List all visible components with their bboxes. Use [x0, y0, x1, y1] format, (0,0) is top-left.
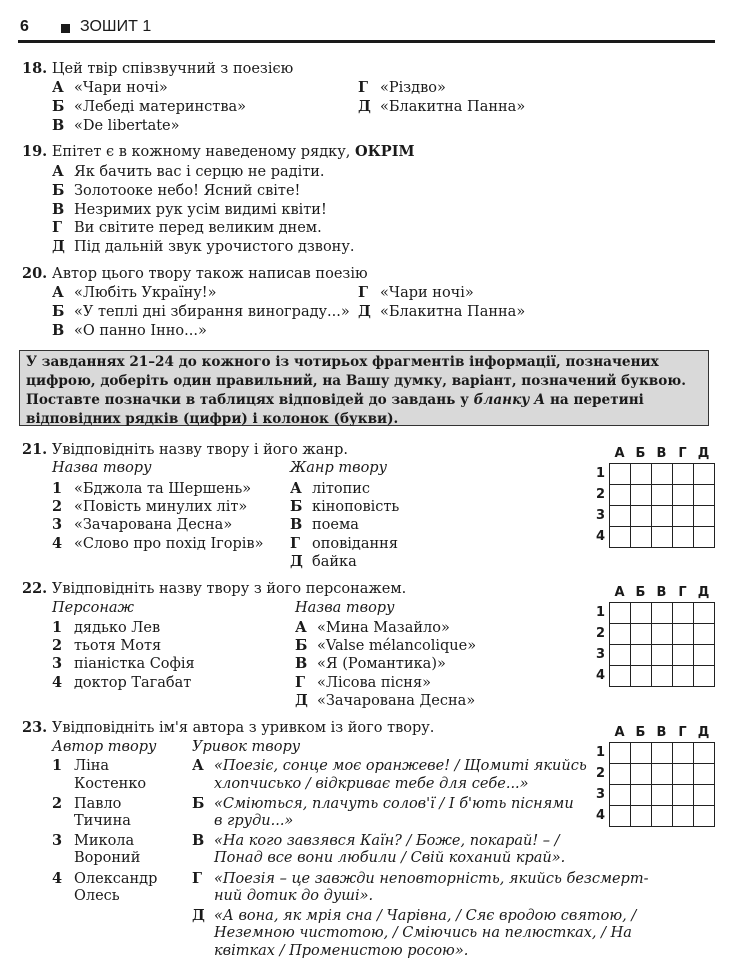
question-20: 20. Автор цього твору також написав поезію	[22, 265, 368, 282]
excerpt-v: В «На кого завзявся Каїн? / Боже, покарай! – /	[192, 832, 560, 849]
grid-col-label: Б	[635, 725, 646, 740]
match-right-g: Г оповідання	[290, 535, 398, 552]
excerpt-d-cont: Неземною чистотою, / Сміючись на пелюстках, / На	[214, 925, 632, 941]
grid-row-label: 1	[596, 745, 606, 760]
answer-grid-22	[592, 585, 722, 695]
option-g: Г «Чари ночі»	[358, 284, 474, 301]
grid-cells[interactable]	[609, 602, 715, 687]
column-header-author: Автор твору	[52, 739, 157, 755]
match-left-1: 1 «Бджола та Шершень»	[52, 480, 252, 497]
grid-row-label: 3	[596, 787, 606, 802]
author-1-surname: Костенко	[74, 776, 147, 792]
grid-col-label: А	[614, 585, 625, 600]
excerpt-v-cont: Понад все вони любили / Свій коханий край».	[214, 850, 566, 866]
excerpt-d: Д «А вона, як мрія сна / Чарівна, / Сяє вродою святою, /	[192, 907, 637, 924]
grid-col-label: Г	[678, 446, 687, 461]
match-right-d: Д байка	[290, 553, 357, 570]
match-right-a: А «Мина Мазайло»	[295, 619, 450, 636]
column-header-title: Назва твору	[295, 600, 395, 616]
grid-col-label: Б	[635, 446, 646, 461]
author-2-surname: Тичина	[74, 813, 131, 829]
page-number: 6	[20, 18, 29, 35]
question-23: 23. Увідповідніть ім'я автора з уривком із його твору.	[22, 719, 435, 736]
match-right-g: Г «Лісова пісня»	[295, 674, 431, 691]
match-left-1: 1 дядько Лев	[52, 619, 161, 636]
excerpt-a-cont: хлопчисько / відкриває тебе для себе...»	[214, 776, 529, 792]
grid-col-label: Д	[697, 446, 710, 461]
grid-row-label: 2	[596, 766, 606, 781]
match-left-4: 4 «Слово про похід Ігорів»	[52, 535, 264, 552]
notebook-title: ЗОШИТ 1	[80, 18, 152, 35]
grid-cells[interactable]	[609, 742, 715, 827]
grid-row-label: 4	[596, 529, 606, 544]
square-bullet-icon	[61, 24, 70, 33]
header-rule	[18, 40, 715, 43]
question-21: 21. Увідповідніть назву твору і його жанр.	[22, 441, 348, 458]
grid-col-label: В	[656, 446, 667, 461]
question-19: 19. Епітет є в кожному наведеному рядку, ОКРІМ	[22, 143, 415, 160]
grid-col-label: А	[614, 446, 625, 461]
column-header-character: Персонаж	[52, 600, 135, 616]
grid-col-label: А	[614, 725, 625, 740]
grid-col-label: Г	[678, 585, 687, 600]
column-header-genre: Жанр твору	[290, 460, 387, 476]
match-right-b: Б «Valse mélancolique»	[295, 637, 477, 654]
option-b: Б «Лебеді материнства»	[52, 98, 246, 115]
grid-col-label: В	[656, 725, 667, 740]
option-a: А «Любіть Україну!»	[52, 284, 217, 301]
option-a: А «Чари ночі»	[52, 79, 168, 96]
excerpt-b: Б «Сміються, плачуть солов'ї / І б'ють піснями	[192, 795, 574, 812]
match-right-v: В «Я (Романтика)»	[295, 655, 446, 672]
question-text: Цей твір співзвучний з поезією	[51, 61, 294, 77]
column-header-excerpt: Уривок твору	[192, 739, 301, 755]
author-3-surname: Вороний	[74, 850, 141, 866]
option-b: Б Золотооке небо! Ясний світе!	[52, 182, 301, 199]
grid-row-label: 2	[596, 487, 606, 502]
grid-col-label: Б	[635, 585, 646, 600]
option-d: Д Під дальній звук урочистого дзвону.	[52, 238, 355, 255]
match-left-4: 4 доктор Тагабат	[52, 674, 192, 691]
option-d: Д «Блакитна Панна»	[358, 303, 526, 320]
option-v: В Незримих рук усім видимі квіти!	[52, 201, 327, 218]
question-number: 18.	[22, 60, 48, 77]
grid-row-label: 4	[596, 808, 606, 823]
excerpt-d-cont-2: квітках / Променистою росою».	[214, 943, 469, 959]
author-4-surname: Олесь	[74, 888, 120, 904]
instruction-box: У завданнях 21–24 до кожного із чотирьох фрагментів інформації, позначених цифрою, доберіть один правильний, на Вашу думку, варіант, позначений буквою. Поставте позначки в таблицях відповідей до завдань у бланку А на перетині відповідних рядків (цифри) і колонок (букви).	[19, 350, 709, 426]
excerpt-g: Г «Поезія – це завжди неповторність, якийсь безсмерт-	[192, 870, 649, 887]
excerpt-g-cont: ний дотик до душі».	[214, 888, 374, 904]
grid-col-label: Г	[678, 725, 687, 740]
option-v: В «De libertate»	[52, 117, 180, 134]
match-right-a: А літопис	[290, 480, 371, 497]
author-1: 1 Ліна	[52, 757, 110, 774]
question-18	[22, 60, 293, 77]
option-a: А Як бачить вас і серцю не радіти.	[52, 163, 325, 180]
grid-row-label: 4	[596, 668, 606, 683]
author-3: 3 Микола	[52, 832, 135, 849]
excerpt-a: А «Поезіє, сонце моє оранжеве! / Щомиті якийсь	[192, 757, 587, 774]
grid-row-label: 2	[596, 626, 606, 641]
question-22: 22. Увідповідніть назву твору з його персонажем.	[22, 580, 407, 597]
match-left-3: 3 «Зачарована Десна»	[52, 516, 233, 533]
grid-row-label: 3	[596, 508, 606, 523]
option-d: Д «Блакитна Панна»	[358, 98, 526, 115]
match-right-b: Б кіноповість	[290, 498, 400, 515]
excerpt-b-cont: в груди...»	[214, 813, 294, 829]
column-header-title: Назва твору	[52, 460, 152, 476]
grid-row-label: 3	[596, 647, 606, 662]
answer-grid-23	[592, 725, 722, 835]
grid-col-label: Д	[697, 585, 710, 600]
grid-row-label: 1	[596, 466, 606, 481]
grid-col-label: Д	[697, 725, 710, 740]
grid-row-label: 1	[596, 605, 606, 620]
grid-cells[interactable]	[609, 463, 715, 548]
match-right-d: Д «Зачарована Десна»	[295, 692, 476, 709]
option-v: В «О панно Інно...»	[52, 322, 207, 339]
option-g: Г «Різдво»	[358, 79, 446, 96]
option-b: Б «У теплі дні збирання винограду...»	[52, 303, 350, 320]
answer-grid-21	[592, 446, 722, 556]
match-left-2: 2 «Повість минулих літ»	[52, 498, 248, 515]
option-g: Г Ви світите перед великим днем.	[52, 219, 322, 236]
grid-col-label: В	[656, 585, 667, 600]
match-right-v: В поема	[290, 516, 359, 533]
author-4: 4 Олександр	[52, 870, 158, 887]
author-2: 2 Павло	[52, 795, 122, 812]
match-left-3: 3 піаністка Софія	[52, 655, 195, 672]
match-left-2: 2 тьотя Мотя	[52, 637, 162, 654]
